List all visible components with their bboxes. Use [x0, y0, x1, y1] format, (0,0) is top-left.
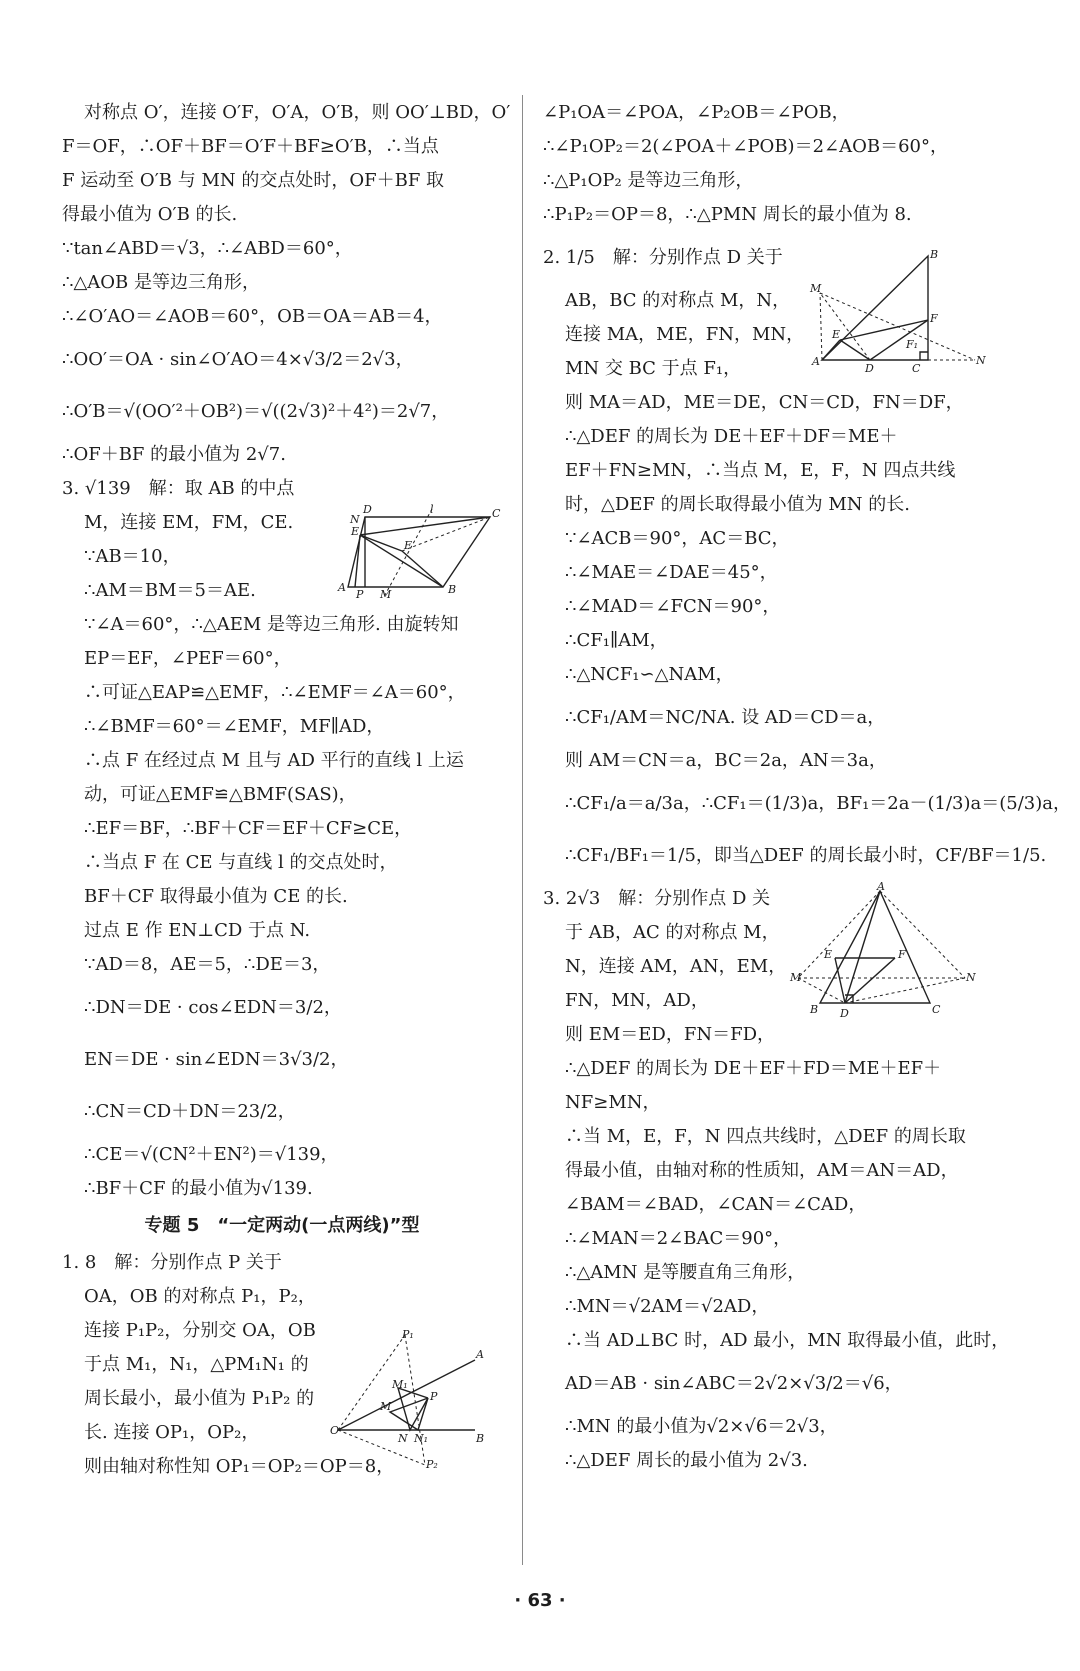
- text-line: ∴∠MAE＝∠DAE＝45°，: [565, 562, 778, 583]
- text-line: ∵∠ACB＝90°，AC＝BC，: [565, 528, 790, 549]
- solution-continued-right: [543, 96, 1003, 232]
- triangle-reflection-figure: [790, 880, 980, 1023]
- left-column: [62, 96, 511, 1484]
- text-line: 则由轴对称性知 OP₁＝OP₂＝OP＝8，: [84, 1456, 395, 1477]
- text-line: 于 AB，AC 的对称点 M，: [565, 922, 780, 943]
- text-line: 时，△DEF 的周长取得最小值为 MN 的长.: [565, 494, 910, 515]
- text-line: ∴点 F 在经过点 M 且与 AD 平行的直线 l 上运: [84, 750, 464, 771]
- svg-text:M₁: M₁: [392, 1378, 408, 1391]
- svg-text:D: D: [840, 1007, 849, 1020]
- svg-text:N: N: [350, 513, 360, 526]
- svg-text:D: D: [363, 503, 372, 516]
- svg-text:C: C: [912, 362, 921, 375]
- parallelogram-figure: [330, 505, 500, 600]
- text-line: 则 MA＝AD，ME＝DE，CN＝CD，FN＝DF，: [565, 392, 964, 413]
- text-line: 长. 连接 OP₁，OP₂，: [84, 1422, 260, 1443]
- formula-line: ∴OO′＝OA · sin∠O′AO＝4×√3/2＝2√3，: [62, 349, 414, 370]
- svg-text:P: P: [430, 1390, 438, 1403]
- text-line: ∠P₁OA＝∠POA，∠P₂OB＝∠POB，: [543, 102, 850, 123]
- text-line: ∴∠BMF＝60°＝∠EMF，MF∥AD，: [84, 716, 385, 737]
- svg-text:E: E: [351, 525, 360, 538]
- svg-text:O: O: [330, 1424, 340, 1437]
- text-line: ∴∠P₁OP₂＝2(∠POA＋∠POB)＝2∠AOB＝60°，: [543, 136, 948, 157]
- svg-text:E: E: [824, 948, 833, 961]
- svg-text:N: N: [398, 1432, 408, 1445]
- text-line: BF＋CF 取得最小值为 CE 的长.: [84, 886, 348, 907]
- text-line: ∴当 AD⊥BC 时，AD 最小，MN 取得最小值，此时，: [565, 1330, 1010, 1351]
- svg-text:F: F: [898, 948, 906, 961]
- text-line: 连接 P₁P₂，分别交 OA，OB: [84, 1320, 316, 1341]
- text-line: ∴当点 F 在 CE 与直线 l 的交点处时，: [84, 852, 398, 873]
- text-line: NF≥MN，: [565, 1092, 661, 1113]
- text-line: AB，BC 的对称点 M，N，: [565, 290, 791, 311]
- text-line: ∵AB＝10，: [84, 546, 181, 567]
- text-line: 动，可证△EMF≌△BMF(SAS)，: [84, 784, 357, 805]
- formula-line: ∴O′B＝√(OO′²＋OB²)＝√((2√3)²＋4²)＝2√7，: [62, 401, 450, 422]
- text-line: 于点 M₁，N₁，△PM₁N₁ 的: [84, 1354, 309, 1375]
- svg-text:M: M: [380, 588, 392, 601]
- svg-text:F₁: F₁: [906, 338, 919, 351]
- text-line: MN 交 BC 于点 F₁，: [565, 358, 742, 379]
- text-line: 得最小值，由轴对称的性质知，AM＝AN＝AD，: [565, 1160, 959, 1181]
- text-line: ∠BAM＝∠BAD，∠CAN＝∠CAD，: [565, 1194, 867, 1215]
- svg-text:N: N: [976, 354, 986, 367]
- problem-number-line: 3. √139 解：取 AB 的中点: [62, 478, 295, 499]
- column-divider: [522, 95, 523, 1565]
- solution-continued: [62, 96, 511, 472]
- text-line: ∴OF＋BF 的最小值为 2√7.: [62, 444, 286, 465]
- svg-text:B: B: [930, 248, 939, 261]
- text-line: 则 EM＝ED，FN＝FD，: [565, 1024, 776, 1045]
- text-line: M，连接 EM，FM，CE.: [84, 512, 294, 533]
- svg-text:N₁: N₁: [414, 1432, 429, 1445]
- text-line: OA，OB 的对称点 P₁，P₂，: [84, 1286, 316, 1307]
- page-number: · 63 ·: [514, 1590, 566, 1611]
- text-line: ∴BF＋CF 的最小值为√139.: [84, 1178, 313, 1199]
- text-line: ∴AM＝BM＝5＝AE.: [84, 580, 256, 601]
- text-line: ∴△AMN 是等腰直角三角形，: [565, 1262, 806, 1283]
- svg-text:F: F: [930, 312, 938, 325]
- formula-line: ∴DN＝DE · cos∠EDN＝3/2，: [84, 997, 342, 1018]
- text-line: ∴当 M，E，F，N 四点共线时，△DEF 的周长取: [565, 1126, 966, 1147]
- formula-line: ∴CF₁/a＝a/3a，∴CF₁＝(1/3)a，BF₁＝2a－(1/3)a＝(5/3)a，: [565, 793, 1071, 814]
- text-line: FN，MN，AD，: [565, 990, 709, 1011]
- svg-text:P₂: P₂: [426, 1458, 438, 1471]
- text-line: ∴△DEF 的周长为 DE＋EF＋FD＝ME＋EF＋: [565, 1058, 942, 1079]
- svg-text:B: B: [476, 1432, 485, 1445]
- text-line: ∵AD＝8，AE＝5，∴DE＝3，: [84, 954, 331, 975]
- text-line: ∴P₁P₂＝OP＝8，∴△PMN 周长的最小值为 8.: [543, 204, 912, 225]
- formula-line: AD＝AB · sin∠ABC＝2√2×√3/2＝√6，: [565, 1373, 903, 1394]
- text-line: ∴△DEF 周长的最小值为 2√3.: [565, 1450, 808, 1471]
- text-line: EP＝EF，∠PEF＝60°，: [84, 648, 292, 669]
- svg-text:E: E: [832, 328, 841, 341]
- svg-text:M: M: [790, 971, 802, 984]
- text-line: 连接 MA，ME，FN，MN，: [565, 324, 805, 345]
- text-line: ∴△AOB 是等边三角形，: [62, 272, 260, 293]
- svg-text:l: l: [430, 503, 434, 516]
- problem-number-line: 3. 2√3 解：分别作点 D 关: [543, 888, 771, 909]
- svg-text:B: B: [810, 1003, 819, 1016]
- svg-text:A: A: [338, 581, 346, 594]
- text-line: F＝OF，∴OF＋BF＝O′F＋BF≥O′B，∴当点: [62, 136, 439, 157]
- text-line: 对称点 O′，连接 O′F，O′A，O′B，则 OO′⊥BD，O′: [84, 102, 511, 123]
- formula-line: ∴CE＝√(CN²＋EN²)＝√139，: [84, 1144, 339, 1165]
- text-line: ∴△DEF 的周长为 DE＋EF＋DF＝ME＋: [565, 426, 898, 447]
- formula-line: ∴CF₁/AM＝NC/NA. 设 AD＝CD＝a，: [565, 707, 886, 728]
- problem-number-line: 2. 1/5 解：分别作点 D 关于: [543, 247, 783, 268]
- svg-text:C: C: [492, 507, 501, 520]
- svg-text:P₁: P₁: [402, 1328, 414, 1341]
- text-line: ∵tan∠ABD＝√3，∴∠ABD＝60°，: [62, 238, 353, 259]
- formula-line: EN＝DE · sin∠EDN＝3√3/2，: [84, 1049, 349, 1070]
- text-line: ∴MN 的最小值为√2×√6＝2√3，: [565, 1416, 838, 1437]
- text-line: ∴∠MAN＝2∠BAC＝90°，: [565, 1228, 792, 1249]
- svg-text:F: F: [404, 539, 412, 552]
- text-line: EF＋FN≥MN，∴当点 M，E，F，N 四点共线: [565, 460, 956, 481]
- formula-line: ∴CN＝CD＋DN＝23/2，: [84, 1101, 296, 1122]
- svg-text:M: M: [810, 282, 822, 295]
- text-line: 过点 E 作 EN⊥CD 于点 N.: [84, 920, 311, 941]
- svg-text:D: D: [865, 362, 874, 375]
- text-line: ∴可证△EAP≌△EMF，∴∠EMF＝∠A＝60°，: [84, 682, 466, 703]
- svg-text:C: C: [932, 1003, 941, 1016]
- svg-text:P: P: [356, 588, 364, 601]
- svg-text:B: B: [448, 583, 457, 596]
- svg-text:M: M: [380, 1400, 392, 1413]
- text-line: ∴△NCF₁∽△NAM，: [565, 664, 734, 685]
- angle-reflection-figure: [330, 1330, 490, 1475]
- text-line: 则 AM＝CN＝a，BC＝2a，AN＝3a，: [565, 750, 887, 771]
- svg-text:A: A: [812, 355, 820, 368]
- problem-number-line: 1. 8 解：分别作点 P 关于: [62, 1252, 282, 1273]
- text-line: F 运动至 O′B 与 MN 的交点处时，OF＋BF 取: [62, 170, 445, 191]
- text-line: ∴∠MAD＝∠FCN＝90°，: [565, 596, 781, 617]
- text-line: 得最小值为 O′B 的长.: [62, 204, 238, 225]
- text-line: ∴△P₁OP₂ 是等边三角形，: [543, 170, 754, 191]
- text-line: ∴EF＝BF，∴BF＋CF＝EF＋CF≥CE，: [84, 818, 413, 839]
- section-title: 专题 5 “一定两动(一点两线)”型: [144, 1215, 420, 1236]
- text-line: ∵∠A＝60°，∴△AEM 是等边三角形. 由旋转知: [84, 614, 459, 635]
- svg-text:A: A: [476, 1348, 484, 1361]
- svg-text:A: A: [877, 880, 885, 893]
- formula-line: ∴CF₁/BF₁＝1/5，即当△DEF 的周长最小时，CF/BF＝1/5.: [565, 845, 1047, 866]
- text-line: N，连接 AM，AN，EM，: [565, 956, 787, 977]
- right-triangle-figure: [810, 248, 990, 375]
- text-line: ∴∠O′AO＝∠AOB＝60°，OB＝OA＝AB＝4，: [62, 306, 443, 327]
- text-line: ∴MN＝√2AM＝√2AD，: [565, 1296, 770, 1317]
- text-line: 周长最小，最小值为 P₁P₂ 的: [84, 1388, 315, 1409]
- text-line: ∴CF₁∥AM，: [565, 630, 668, 651]
- svg-text:N: N: [966, 971, 976, 984]
